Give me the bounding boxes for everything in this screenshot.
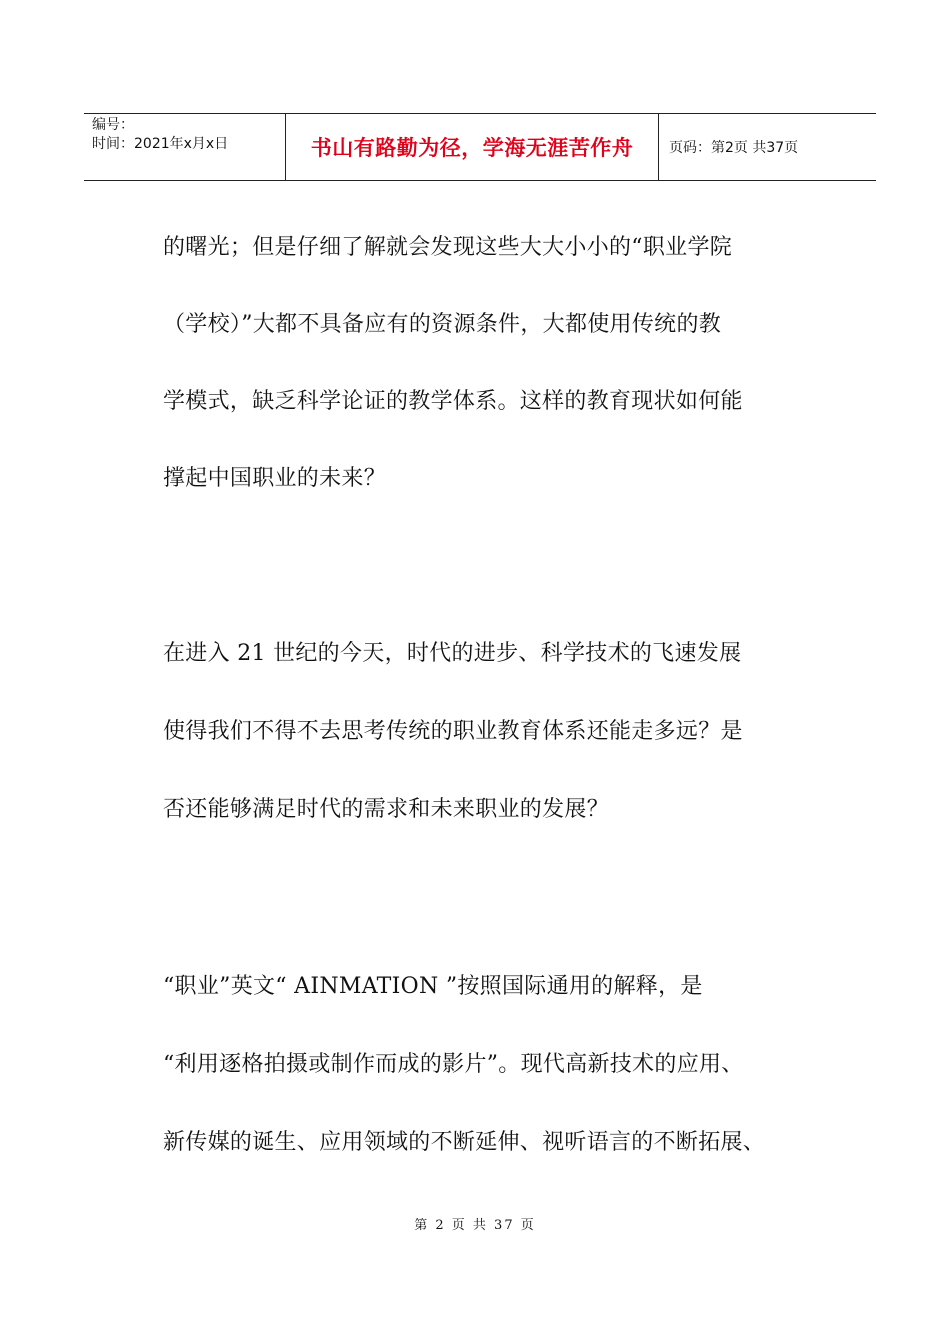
body-line: 否还能够满足时代的需求和未来职业的发展？ [163,797,610,822]
body-line: 的曙光；但是仔细了解就会发现这些大大小小的“职业学院 [163,235,733,260]
header-meta [84,114,286,180]
page-footer: 第 2 页 共 37 页 [414,1218,536,1233]
body-line: 新传媒的诞生、应用领域的不断延伸、视听语言的不断拓展、 [163,1130,766,1155]
body-line: “利用逐格拍摄或制作而成的影片”。现代高新技术的应用、 [163,1052,744,1077]
header-motto: 书山有路勤为径，学海无涯苦作舟 [286,114,659,180]
page-header [84,113,876,181]
body-line: 使得我们不得不去思考传统的职业教育体系还能走多远？是 [163,719,743,744]
body-line: 撑起中国职业的未来？ [163,466,387,491]
body-line: （学校）”大都不具备应有的资源条件，大都使用传统的教 [163,312,722,337]
header-page-info: 页码：第2页 共37页 [669,140,799,156]
body-line: “职业”英文“ AINMATION ”按照国际通用的解释，是 [163,974,703,999]
body-line: 学模式，缺乏科学论证的教学体系。这样的教育现状如何能 [163,389,743,414]
body-line: 在进入 21 世纪的今天，时代的进步、科学技术的飞速发展 [163,641,742,666]
document-code: 编号： [92,117,134,133]
document-time: 时间：2021年x月x日 [92,136,229,152]
